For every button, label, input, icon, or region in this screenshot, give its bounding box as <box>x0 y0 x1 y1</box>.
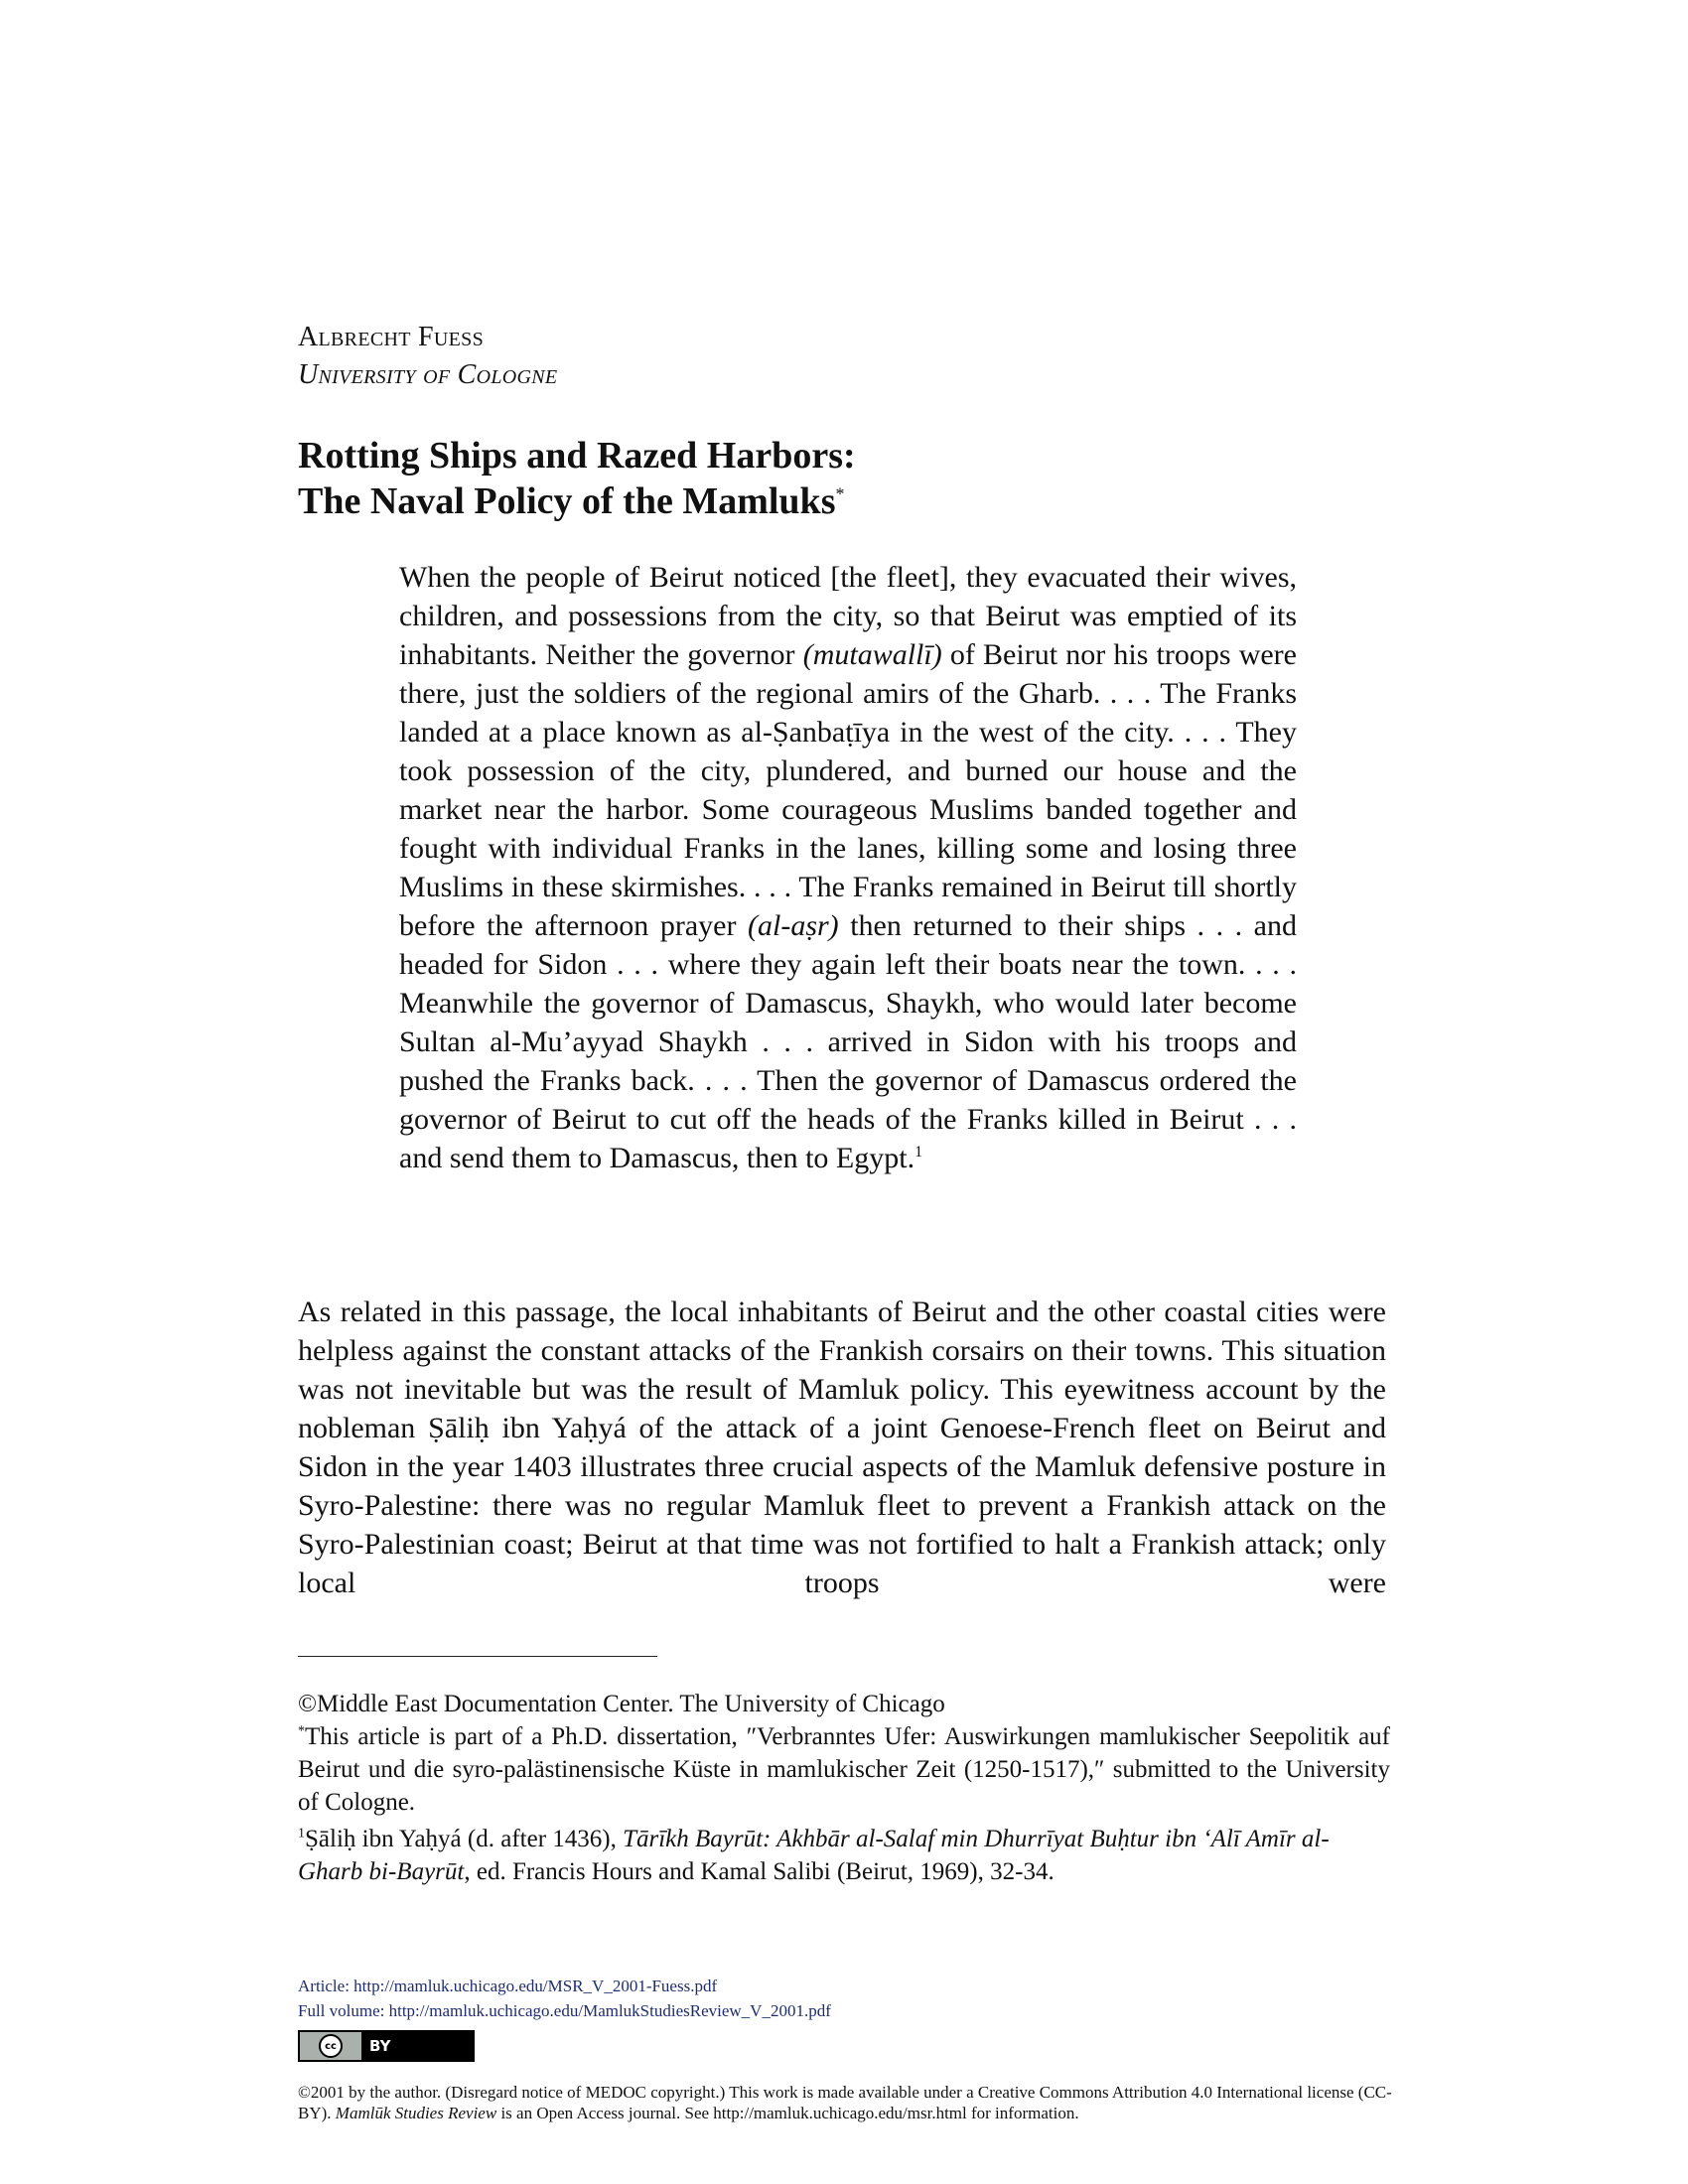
footnote-star-marker: * <box>298 1723 305 1739</box>
footnotes <box>298 1688 1390 1888</box>
volume-link[interactable]: Full volume: http://mamluk.uchicago.edu/MamlukStudiesReview_V_2001.pdf <box>298 2001 831 2020</box>
cc-by-badge[interactable] <box>298 2030 475 2062</box>
license-text-b: is an Open Access journal. See http://mamluk.uchicago.edu/msr.html for information. <box>496 2104 1079 2122</box>
footnote-star <box>298 1720 1390 1819</box>
cc-by-label: BY <box>369 2037 391 2055</box>
author-name: Albrecht Fuess <box>298 322 485 352</box>
footnote-1-text-a: Ṣāliḥ ibn Yaḥyá (d. after 1436), <box>305 1826 624 1852</box>
footnote-divider <box>298 1656 657 1657</box>
block-quote <box>399 558 1297 1177</box>
body-paragraph: As related in this passage, the local inhabitants of Beirut and the other coastal cities were helpless against the constant attacks of the Frankish corsairs on their towns. This situation was not inevitable but was the result of Mamluk policy. This eyewitness account by the nobleman Ṣāliḥ ibn Yaḥyá of the attack of a joint Genoese-French fleet on Beirut and Sidon in the year 1403 illustrates three crucial aspects of the Mamluk defensive posture in Syro-Palestine: there was no regular Mamluk fleet to prevent a Frankish attack on the Syro-Palestinian coast; Beirut at that time was not fortified to halt a Frankish attack; only local troops were <box>298 1296 1386 1599</box>
footnote-1-title: Tārīkh Bayrūt: Akhbār al-Salaf min Dhurrīyat Buḥtur ibn ‘Alī Amīr al-Gharb bi-Bayrūt <box>298 1826 1330 1885</box>
quote-term-al-asr: (al-aṣr) <box>748 909 839 942</box>
author-affiliation: University of Cologne <box>298 359 558 390</box>
quote-text-1: When the people of Beirut noticed [the fleet], they evacuated their wives, children, and possessions from the city, so that Beirut was emptied of its inhabitants. Neither the governor <box>399 561 1297 671</box>
title-line-2 <box>298 478 856 524</box>
copyright-note: ©Middle East Documentation Center. The University of Chicago <box>298 1691 945 1717</box>
article-title <box>298 433 856 524</box>
footnote-1-marker: 1 <box>298 1826 305 1842</box>
title-line-1: Rotting Ships and Razed Harbors: <box>298 435 856 477</box>
quote-text-3: then returned to their ships . . . and headed for Sidon . . . where they again left their boats near the town. . . . Meanwhile the governor of Damascus, Shaykh, who would later become Sultan al-Mu’ayyad Shaykh . . . arrived in Sidon with his troops and pushed the Franks back. . . . Then the governor of Damascus ordered the governor of Beirut to cut off the heads of the Franks killed in Beirut . . . and send them to Damascus, then to Egypt. <box>399 909 1297 1174</box>
quote-footnote-marker: 1 <box>914 1144 923 1160</box>
article-link[interactable]: Article: http://mamluk.uchicago.edu/MSR_V_2001-Fuess.pdf <box>298 1977 718 1995</box>
quote-text-2: of Beirut nor his troops were there, just the soldiers of the regional amirs of the Gharb. . . . The Franks landed at a place known as al-Ṣanbaṭīya in the west of the city. . . . They took possession of the city, plundered, and burned our house and the market near the harbor. Some courageous Muslims banded together and fought with individual Franks in the lanes, killing some and losing three Muslims in these skirmishes. . . . The Franks remained in Beirut till shortly before the afternoon prayer <box>399 638 1297 942</box>
title-line-2-text: The Naval Policy of the Mamluks <box>298 480 836 522</box>
license-text-a: ©2001 by the author. (Disregard notice of MEDOC copyright.) This work is made available under a Creative Commons Attribution 4.0 International license (CC-BY). <box>298 2083 1392 2122</box>
footnote-1-text-b: , ed. Francis Hours and Kamal Salibi (Beirut, 1969), 32-34. <box>464 1858 1055 1885</box>
article-links <box>298 1974 831 2023</box>
title-footnote-marker: * <box>835 483 845 504</box>
footnote-1 <box>298 1823 1390 1888</box>
footnote-star-text: This article is part of a Ph.D. dissertation, ″Verbranntes Ufer: Auswirkungen mamlukischer Seepolitik auf Beirut und die syro-palästinensische Küste in mamlukischer Zeit (1250-1517),″ submitted to the University of Cologne. <box>298 1723 1390 1816</box>
cc-icon: cc <box>319 2034 343 2058</box>
cc-badge-left <box>300 2032 361 2060</box>
quote-term-mutawalli: (mutawallī) <box>802 638 942 671</box>
license-notice <box>298 2082 1410 2123</box>
journal-name: Mamlūk Studies Review <box>335 2104 497 2122</box>
